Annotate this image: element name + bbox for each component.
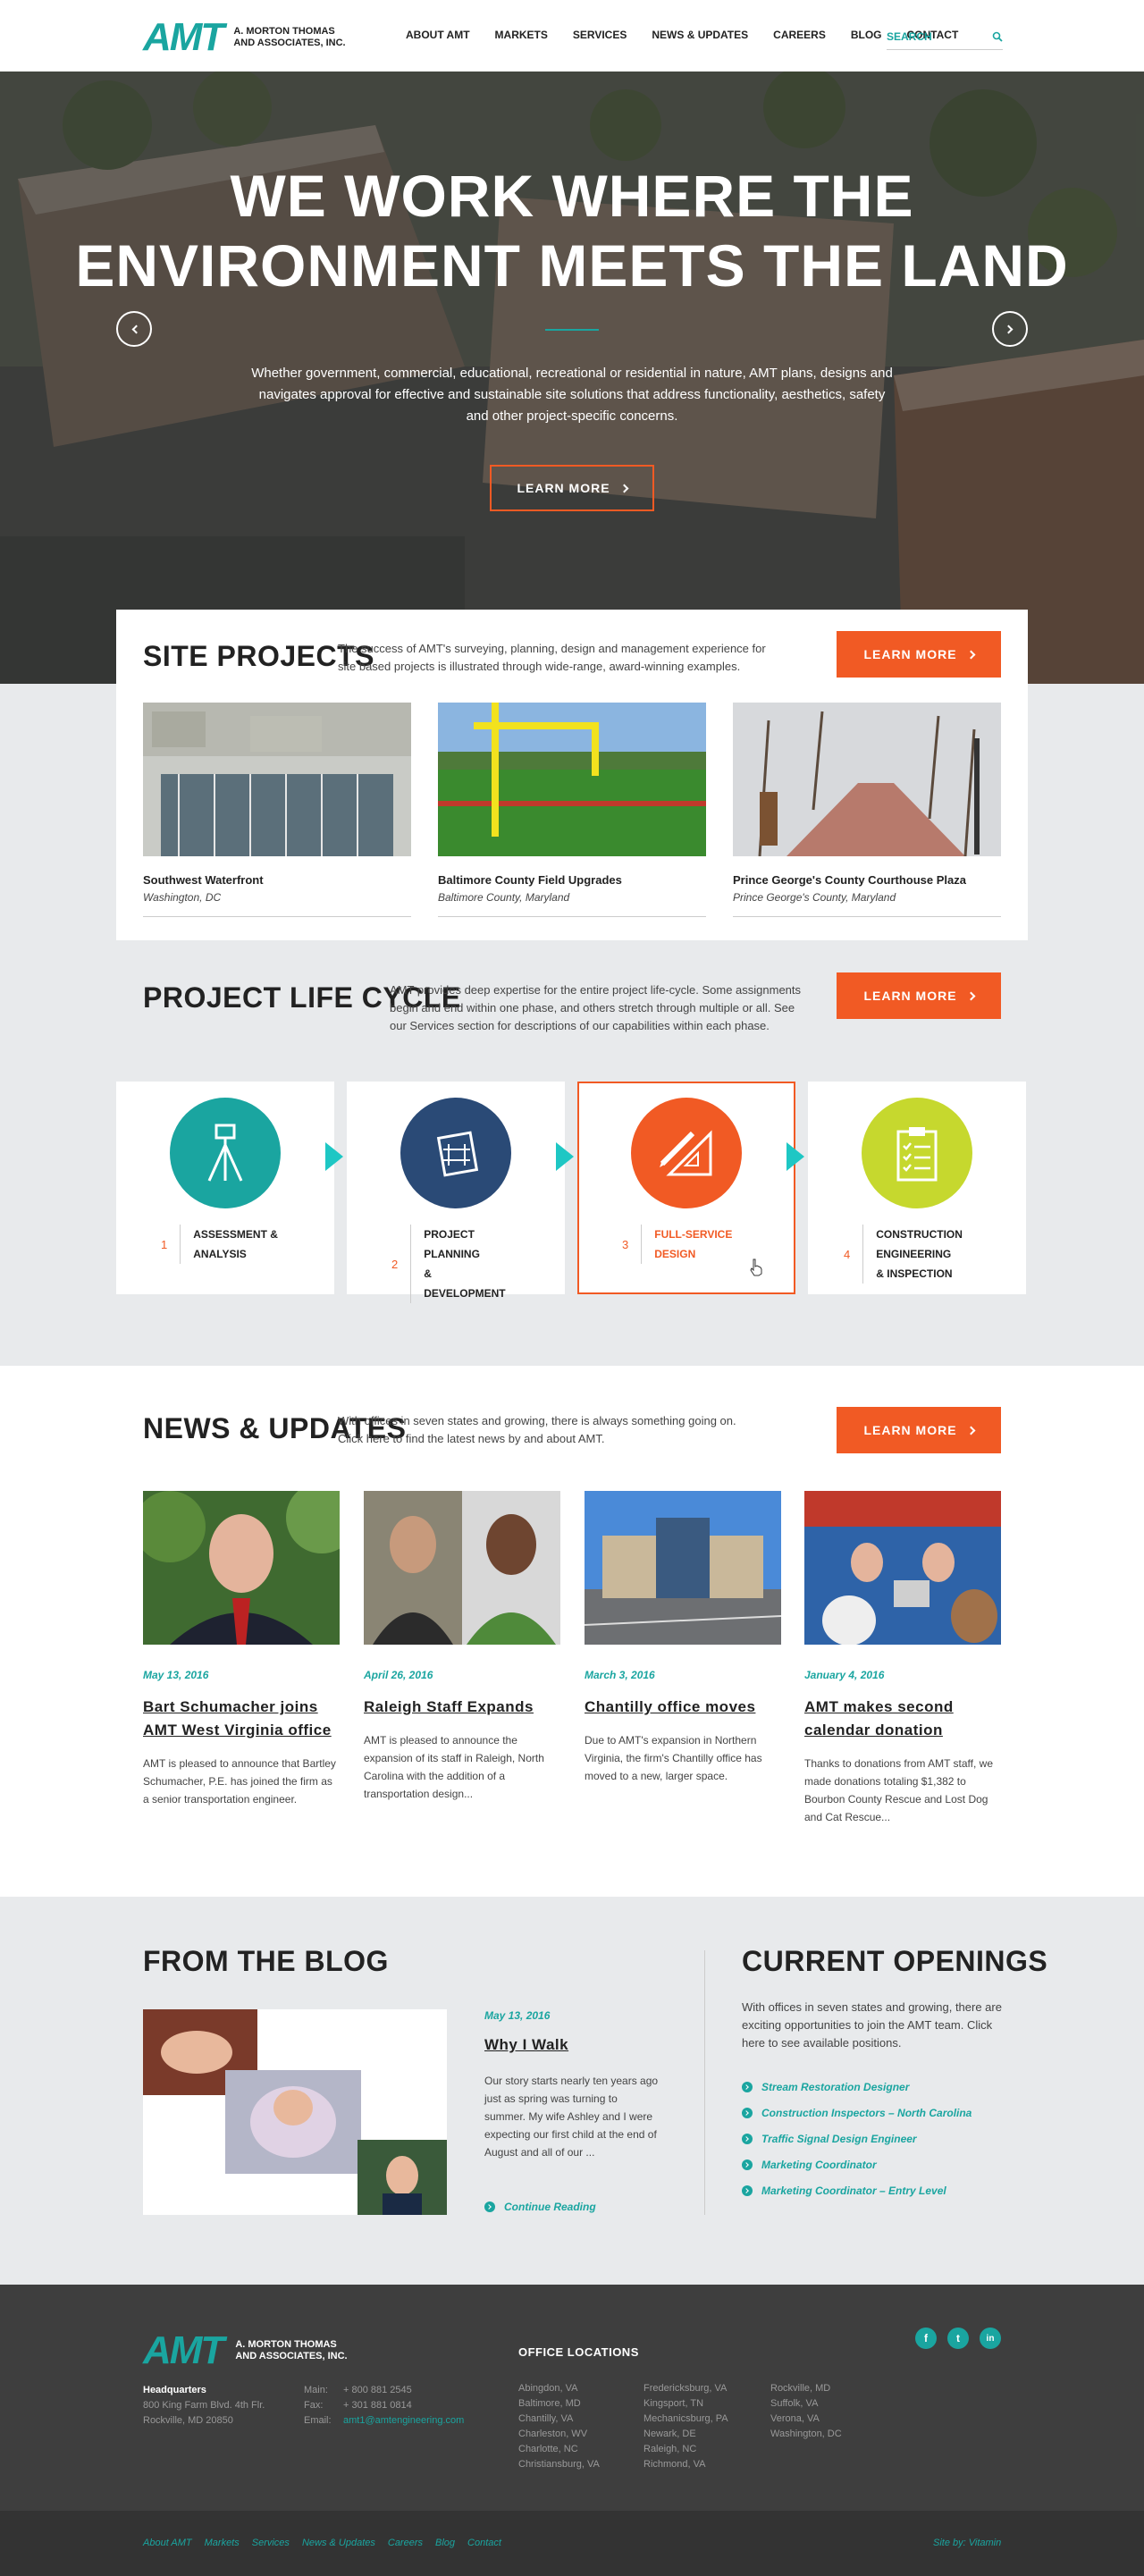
footer-logo-line2: AND ASSOCIATES, INC. xyxy=(235,2351,348,2361)
section-divider xyxy=(704,1950,705,2215)
office-item: Richmond, VA xyxy=(644,2459,706,2470)
chevron-right-icon xyxy=(619,484,628,492)
phase-icon-circle xyxy=(862,1098,972,1208)
hero-title-line1: WE WORK WHERE THE xyxy=(230,163,914,229)
email-link[interactable]: amt1@amtengineering.com xyxy=(343,2415,465,2426)
project-card[interactable] xyxy=(438,703,706,917)
news-item[interactable] xyxy=(143,1491,340,1808)
facebook-icon[interactable]: f xyxy=(915,2328,937,2349)
openings-description: With offices in seven states and growing, there are exciting opportunities to join the AMT team. Click here to see available positions. xyxy=(742,2000,1002,2050)
phase-icon-circle xyxy=(400,1098,511,1208)
office-item: Abingdon, VA xyxy=(518,2383,578,2394)
office-item: Baltimore, MD xyxy=(518,2398,581,2409)
job-title: Marketing Coordinator – Entry Level xyxy=(761,2185,946,2197)
news-item[interactable] xyxy=(804,1491,1001,1826)
project-name: Prince George's County Courthouse Plaza xyxy=(733,873,966,887)
project-location: Washington, DC xyxy=(143,891,411,917)
search-input[interactable] xyxy=(887,30,976,43)
site-projects-card xyxy=(116,610,1028,940)
blog-title: FROM THE BLOG xyxy=(143,1945,389,1977)
footer-link-services[interactable]: Services xyxy=(251,2538,290,2548)
hq-address-line2: Rockville, MD 20850 xyxy=(143,2415,233,2426)
news-title-link[interactable]: Bart Schumacher joins AMT West Virginia office xyxy=(143,1698,332,1738)
project-name: Southwest Waterfront xyxy=(143,873,264,887)
job-title: Marketing Coordinator xyxy=(761,2159,877,2171)
office-item: Verona, VA xyxy=(770,2413,820,2424)
phase-line1: FULL-SERVICE xyxy=(654,1228,733,1241)
news-excerpt: AMT is pleased to announce that Bartley Schumacher, P.E. has joined the firm as a senior transportation engineer. xyxy=(143,1757,336,1806)
nav-blog[interactable]: BLOG xyxy=(850,29,882,41)
nav-about[interactable]: ABOUT AMT xyxy=(406,29,470,41)
job-link[interactable] xyxy=(742,2185,972,2197)
footer-link-about[interactable]: About AMT xyxy=(143,2538,192,2548)
nav-services[interactable]: SERVICES xyxy=(572,29,627,41)
phase-number: 3 xyxy=(622,1237,629,1251)
news-description: With offices in seven states and growing, there is always something going on. Click here to find the latest news by and about AMT. xyxy=(338,1414,736,1445)
footer-logo-line1: A. MORTON THOMAS xyxy=(235,2339,337,2350)
office-column xyxy=(644,2381,728,2472)
search-box xyxy=(887,23,1003,50)
project-name: Baltimore County Field Upgrades xyxy=(438,873,622,887)
job-title: Construction Inspectors – North Carolina xyxy=(761,2107,972,2119)
office-item: Suffolk, VA xyxy=(770,2398,819,2409)
site-header xyxy=(0,0,1144,72)
blog-excerpt: Our story starts nearly ten years ago just as spring was turning to summer. My wife Ashley and I were expecting our first child at the end of August and all of our ... xyxy=(484,2075,659,2159)
hero-description: Whether government, commercial, educational, recreational or residential in nature, AMT plans, designs and navigates approval for effective and sustainable site solutions that address functionality, aesthetics, safety and other project-specific concerns. xyxy=(251,366,893,424)
news-date: May 13, 2016 xyxy=(143,1669,209,1681)
phase-line1: PROJECT PLANNING xyxy=(424,1228,480,1260)
phase-number: 2 xyxy=(391,1257,399,1271)
job-link[interactable] xyxy=(742,2133,972,2145)
footer-link-careers[interactable]: Careers xyxy=(387,2538,423,2548)
project-image xyxy=(733,703,1001,856)
news-image xyxy=(364,1491,560,1645)
phase-icon-circle xyxy=(631,1098,742,1208)
office-column xyxy=(518,2381,600,2472)
news-image xyxy=(585,1491,781,1645)
phase-number: 1 xyxy=(161,1237,168,1251)
logo-text xyxy=(233,26,345,49)
clipboard-checklist-icon xyxy=(895,1124,939,1182)
blog-date: May 13, 2016 xyxy=(484,2009,551,2022)
phase-icon-circle xyxy=(170,1098,281,1208)
logo[interactable] xyxy=(143,15,346,59)
chevron-right-icon xyxy=(1004,324,1013,333)
project-location: Baltimore County, Maryland xyxy=(438,891,706,917)
hero-learn-more-button[interactable] xyxy=(490,465,654,511)
main-phone[interactable]: + 800 881 2545 xyxy=(343,2385,412,2395)
footer-link-markets[interactable]: Markets xyxy=(204,2538,240,2548)
pencil-triangle-icon xyxy=(657,1126,716,1180)
phase-number: 4 xyxy=(844,1247,851,1261)
phase-line1: CONSTRUCTION ENGINEERING xyxy=(876,1228,963,1260)
button-label: LEARN MORE xyxy=(863,647,957,661)
hq-address-line1: 800 King Farm Blvd. 4th Flr. xyxy=(143,2400,265,2411)
continue-reading-label: Continue Reading xyxy=(504,2201,596,2213)
office-item: Newark, DE xyxy=(644,2429,696,2439)
office-item: Raleigh, NC xyxy=(644,2444,697,2454)
job-title: Stream Restoration Designer xyxy=(761,2081,910,2093)
phase-arrow-icon xyxy=(556,1142,574,1171)
phase-text xyxy=(862,1225,1005,1284)
project-card[interactable] xyxy=(733,703,1001,917)
office-column xyxy=(770,2381,842,2442)
nav-markets[interactable]: MARKETS xyxy=(494,29,548,41)
chevron-left-icon xyxy=(131,324,140,333)
phase-text xyxy=(641,1225,739,1264)
email-label: Email: xyxy=(304,2415,332,2426)
main-label: Main: xyxy=(304,2385,328,2395)
site-projects-learn-more-button[interactable] xyxy=(837,631,1001,678)
hero-title xyxy=(0,161,1144,300)
footer-logo[interactable] xyxy=(143,2328,348,2372)
hero-banner xyxy=(0,72,1144,684)
job-title: Traffic Signal Design Engineer xyxy=(761,2133,917,2145)
openings-title: CURRENT OPENINGS xyxy=(742,1945,1048,1977)
footer-bottom-bar xyxy=(0,2511,1144,2576)
news-date: March 3, 2016 xyxy=(585,1669,655,1681)
phase-line2: ANALYSIS xyxy=(193,1248,247,1260)
office-item: Charleston, WV xyxy=(518,2429,588,2439)
logo-line2: AND ASSOCIATES, INC. xyxy=(233,38,346,48)
news-title-link[interactable]: Chantilly office moves xyxy=(585,1698,756,1715)
footer-logo-text xyxy=(235,2339,347,2362)
office-item: Mechanicsburg, PA xyxy=(644,2413,728,2424)
office-item: Kingsport, TN xyxy=(644,2398,704,2409)
office-item: Charlotte, NC xyxy=(518,2444,578,2454)
linkedin-icon[interactable]: in xyxy=(980,2328,1001,2349)
hand-cursor-icon xyxy=(749,1259,763,1276)
hero-button-label: LEARN MORE xyxy=(517,481,610,495)
news-item[interactable] xyxy=(364,1491,560,1803)
phase-card-design[interactable] xyxy=(577,1082,795,1294)
nav-news[interactable]: NEWS & UPDATES xyxy=(652,29,749,41)
project-card[interactable] xyxy=(143,703,411,917)
carousel-next-button[interactable] xyxy=(992,311,1028,347)
hero-title-line2: ENVIRONMENT MEETS THE LAND xyxy=(75,232,1069,299)
fax-number: + 301 881 0814 xyxy=(343,2400,412,2411)
project-image xyxy=(143,703,411,856)
lifecycle-title: PROJECT LIFE CYCLE xyxy=(143,981,461,1014)
phase-label xyxy=(844,1225,1005,1284)
job-link[interactable] xyxy=(742,2159,972,2171)
job-link[interactable] xyxy=(742,2081,972,2093)
chevron-right-icon xyxy=(966,991,975,1000)
search-icon[interactable] xyxy=(992,31,1003,42)
office-item: Christiansburg, VA xyxy=(518,2459,600,2470)
news-excerpt: Due to AMT's expansion in Northern Virginia, the firm's Chantilly office has moved to a new, larger space. xyxy=(585,1734,762,1782)
surveyor-tripod-icon xyxy=(198,1122,252,1184)
site-projects-title: SITE PROJECTS xyxy=(143,640,374,672)
phase-label xyxy=(161,1225,278,1264)
phase-line1: ASSESSMENT & xyxy=(193,1228,278,1241)
news-title: NEWS & UPDATES xyxy=(143,1412,407,1444)
footer-contact xyxy=(304,2383,464,2429)
lifecycle-description: AMT provides deep expertise for the entire project life-cycle. Some assignments begin and end within one phase, and others stretch through multiple or all. See our Services section for descriptions of our capabilities within each phase. xyxy=(390,983,802,1032)
phase-arrow-icon xyxy=(786,1142,804,1171)
news-image xyxy=(143,1491,340,1645)
job-list xyxy=(742,2081,972,2210)
footer-link-blog[interactable]: Blog xyxy=(435,2538,456,2548)
hero-divider xyxy=(545,329,599,331)
nav-contact[interactable]: CONTACT xyxy=(906,29,959,41)
office-item: Washington, DC xyxy=(770,2429,842,2439)
footer-links xyxy=(143,2538,514,2548)
phase-card-assessment[interactable] xyxy=(116,1082,334,1294)
news-excerpt: Thanks to donations from AMT staff, we made donations totaling $1,382 to Bourbon County Rescue and Lost Dog and Cat Rescue... xyxy=(804,1757,993,1823)
blueprint-icon xyxy=(429,1126,483,1180)
news-date: April 26, 2016 xyxy=(364,1669,433,1681)
arrow-circle-icon xyxy=(742,2082,753,2092)
continue-reading-link[interactable] xyxy=(484,2201,596,2213)
phase-arrow-icon xyxy=(325,1142,343,1171)
button-label: LEARN MORE xyxy=(863,989,957,1003)
logo-mark: AMT xyxy=(143,15,223,59)
phase-line2: & INSPECTION xyxy=(876,1267,953,1280)
news-title-link[interactable]: AMT makes second calendar donation xyxy=(804,1698,954,1738)
lifecycle-learn-more-button[interactable] xyxy=(837,972,1001,1019)
office-item: Rockville, MD xyxy=(770,2383,831,2394)
logo-line1: A. MORTON THOMAS xyxy=(233,26,335,37)
office-item: Chantilly, VA xyxy=(518,2413,574,2424)
office-item: Fredericksburg, VA xyxy=(644,2383,728,2394)
news-item[interactable] xyxy=(585,1491,781,1785)
arrow-circle-icon xyxy=(742,2108,753,2118)
news-image xyxy=(804,1491,1001,1645)
phase-label xyxy=(622,1225,739,1264)
blog-openings-section xyxy=(0,1897,1144,2285)
arrow-circle-icon xyxy=(484,2201,495,2212)
footer-logo-mark: AMT xyxy=(143,2328,223,2372)
news-excerpt: AMT is pleased to announce the expansion of its staff in Raleigh, North Carolina with the addition of a transportation design... xyxy=(364,1734,544,1800)
site-projects-description: The success of AMT's surveying, planning, design and management experience for site based projects is illustrated through wide-range, award-winning examples. xyxy=(338,642,766,673)
blog-post-title-link[interactable]: Why I Walk xyxy=(484,2036,569,2053)
nav-careers[interactable]: CAREERS xyxy=(773,29,826,41)
twitter-icon[interactable]: t xyxy=(947,2328,969,2349)
phase-line2: & DEVELOPMENT xyxy=(424,1267,506,1300)
arrow-circle-icon xyxy=(742,2185,753,2196)
phase-line2: DESIGN xyxy=(654,1248,696,1260)
project-image xyxy=(438,703,706,856)
news-learn-more-button[interactable] xyxy=(837,1407,1001,1453)
social-links xyxy=(915,2328,1001,2349)
footer-link-news[interactable]: News & Updates xyxy=(301,2538,375,2548)
phase-text xyxy=(410,1225,509,1303)
phase-card-construction[interactable] xyxy=(808,1082,1026,1294)
project-location: Prince George's County, Maryland xyxy=(733,891,1001,917)
chevron-right-icon xyxy=(966,1426,975,1435)
arrow-circle-icon xyxy=(742,2134,753,2144)
carousel-prev-button[interactable] xyxy=(116,311,152,347)
blog-image[interactable] xyxy=(143,2009,447,2215)
phase-card-planning[interactable] xyxy=(347,1082,565,1300)
phase-text xyxy=(180,1225,278,1264)
hq-label: Headquarters xyxy=(143,2385,206,2395)
button-label: LEARN MORE xyxy=(863,1423,957,1437)
chevron-right-icon xyxy=(966,650,975,659)
phase-label xyxy=(391,1225,509,1303)
site-footer xyxy=(0,2285,1144,2511)
fax-label: Fax: xyxy=(304,2400,324,2411)
office-locations-title: OFFICE LOCATIONS xyxy=(518,2345,639,2359)
job-link[interactable] xyxy=(742,2107,972,2119)
site-credit-link[interactable]: Site by: Vitamin xyxy=(933,2538,1002,2548)
arrow-circle-icon xyxy=(742,2159,753,2170)
footer-link-contact[interactable]: Contact xyxy=(467,2538,501,2548)
news-title-link[interactable]: Raleigh Staff Expands xyxy=(364,1698,534,1715)
footer-headquarters xyxy=(143,2383,265,2429)
news-date: January 4, 2016 xyxy=(804,1669,885,1681)
